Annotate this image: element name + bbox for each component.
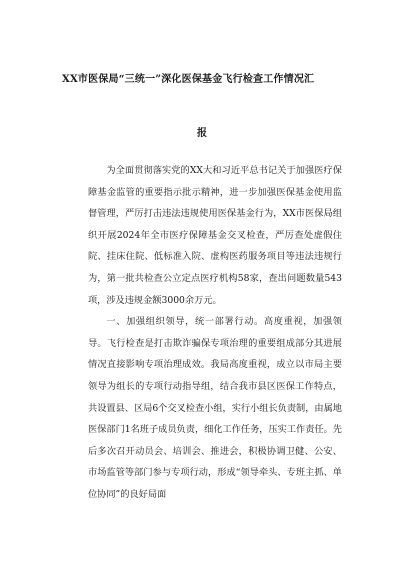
paragraph-intro: 为全面贯彻落实党的XX大和习近平总书记关于加强医疗保障基金监管的重要指示批示精神，进一步加强医保基金使用监督管理，严厉打击违法违规使用医保基金行为，XX市医保局组织开展2024年全市医疗保障基金交叉检查，严厉查处虚假住院、挂床住院、低标准入院、虚构医药服务项目等违法违规行为，第一批共检查公立定点医疗机构58家，查出问题数量543项，涉及违规金额3000余万元。: [88, 165, 342, 306]
document-body: [88, 160, 342, 506]
document-title: XX市医保局“三统一”深化医保基金飞行检查工作情况汇: [62, 74, 315, 85]
paragraph-section-1: 一、加强组织领导，统一部署行动。高度重视，加强领导。飞行检查是打击欺诈骗保专项治理的重要组成部分其进展情况直接影响专项治理成效。我局高度重视，成立以市局主要领导为组长的专项行动指导组，结合我市县区医保工作特点，共设置县、区局6个交叉检查小组，实行小组长负责制，由属地医保部门1名班子成员负责，细化工作任务，压实工作责任。先后多次召开动员会、培训会、推进会，积极协调卫健、公安、市场监管等部门参与专项行动，形成“领导牵头、专班主抓、单位协同”的良好局面: [88, 316, 342, 500]
document-title-continuation: 报: [197, 128, 207, 139]
